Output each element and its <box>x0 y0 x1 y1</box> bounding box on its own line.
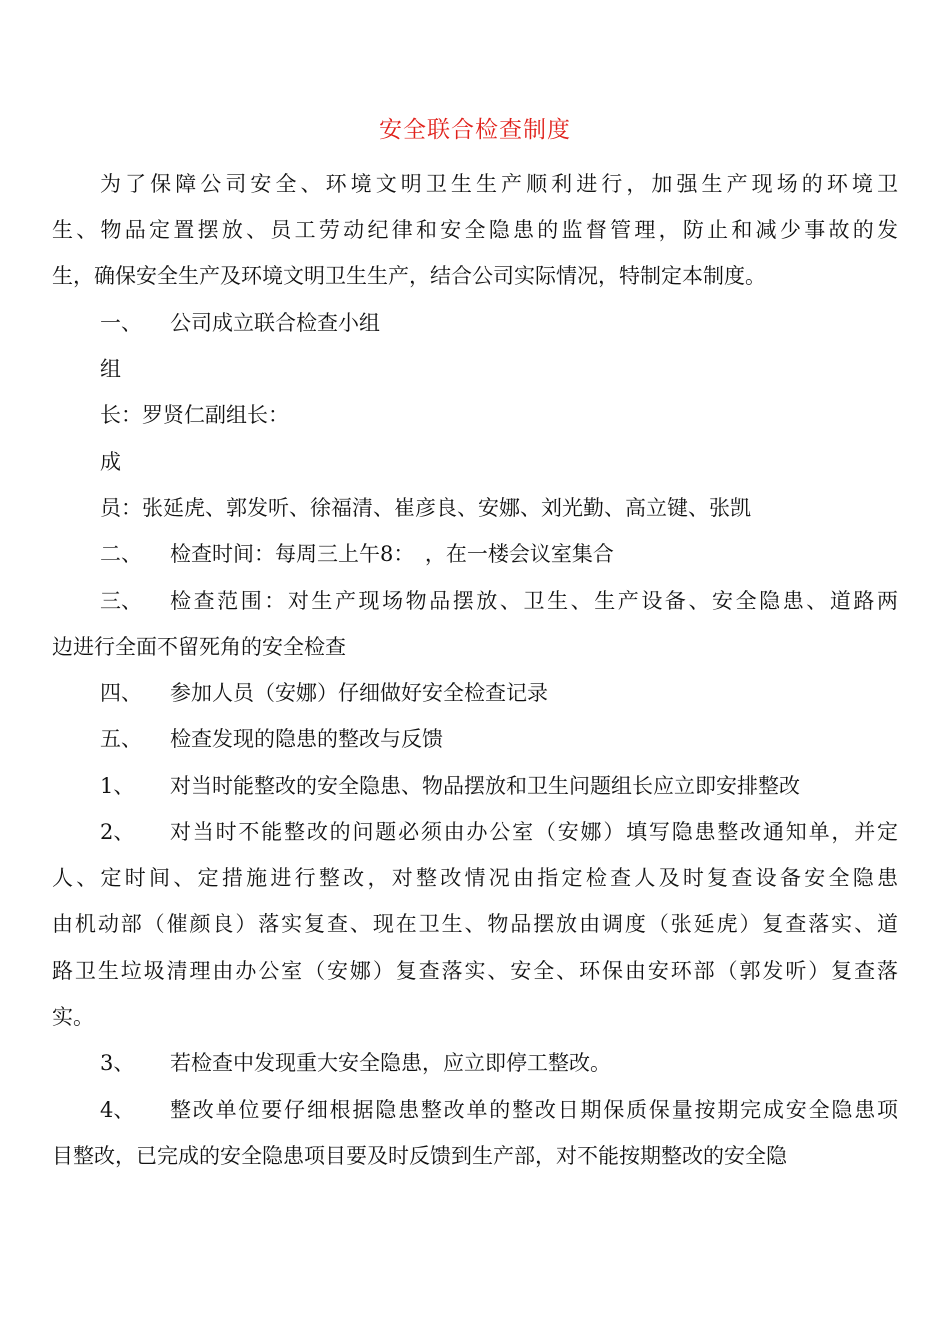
section-2-text: 检查时间：每周三上午8： ，在一楼会议室集合 <box>170 542 614 566</box>
group-leader-line: 长：罗贤仁副组长： <box>100 403 289 427</box>
section-4-number: 四、 <box>100 681 142 705</box>
section-3-text: 检查范围：对生产现场物品摆放、卫生、生产设备、安全隐患、道路两 <box>170 589 898 613</box>
intro-line-1: 为了保障公司安全、环境文明卫生生产顺利进行，加强生产现场的环境卫 <box>100 172 898 196</box>
section-5-heading: 检查发现的隐患的整改与反馈 <box>170 727 443 751</box>
section-3-number: 三、 <box>100 589 142 613</box>
point-3-number: 3、 <box>100 1051 135 1075</box>
point-1-text: 对当时能整改的安全隐患、物品摆放和卫生问题组长应立即安排整改 <box>170 774 800 798</box>
group-leader-label-start: 组 <box>100 357 121 381</box>
section-1-heading: 公司成立联合检查小组 <box>170 311 380 335</box>
section-1-number: 一、 <box>100 311 142 335</box>
section-4-text: 参加人员（安娜）仔细做好安全检查记录 <box>170 681 548 705</box>
intro-line-2: 生、物品定置摆放、员工劳动纪律和安全隐患的监督管理，防止和减少事故的发 <box>52 218 898 242</box>
point-4-number: 4、 <box>100 1098 135 1122</box>
intro-line-3: 生，确保安全生产及环境文明卫生生产，结合公司实际情况，特制定本制度。 <box>52 264 766 288</box>
point-4-continuation: 目整改，已完成的安全隐患项目要及时反馈到生产部，对不能按期整改的安全隐 <box>52 1144 787 1168</box>
point-2-continuation-3: 路卫生垃圾清理由办公室（安娜）复查落实、安全、环保由安环部（郭发听）复查落 <box>52 959 898 983</box>
section-2-number: 二、 <box>100 542 142 566</box>
section-3-continuation: 边进行全面不留死角的安全检查 <box>52 635 346 659</box>
point-2-continuation-4: 实。 <box>52 1005 94 1029</box>
point-1-number: 1、 <box>100 774 135 798</box>
point-2-continuation-1: 人、定时间、定措施进行整改，对整改情况由指定检查人及时复查设备安全隐患 <box>52 866 898 890</box>
point-3-text: 若检查中发现重大安全隐患，应立即停工整改。 <box>170 1051 611 1075</box>
section-5-number: 五、 <box>100 727 142 751</box>
member-list-line: 员：张延虎、郭发听、徐福清、崔彦良、安娜、刘光勤、高立键、张凯 <box>100 496 751 520</box>
point-2-number: 2、 <box>100 820 135 844</box>
point-4-text: 整改单位要仔细根据隐患整改单的整改日期保质保量按期完成安全隐患项 <box>170 1098 898 1122</box>
document-title: 安全联合检查制度 <box>379 117 571 143</box>
point-2-continuation-2: 由机动部（催颜良）落实复查、现在卫生、物品摆放由调度（张延虎）复查落实、道 <box>52 912 898 936</box>
member-label-start: 成 <box>100 450 121 474</box>
point-2-text: 对当时不能整改的问题必须由办公室（安娜）填写隐患整改通知单，并定 <box>170 820 898 844</box>
